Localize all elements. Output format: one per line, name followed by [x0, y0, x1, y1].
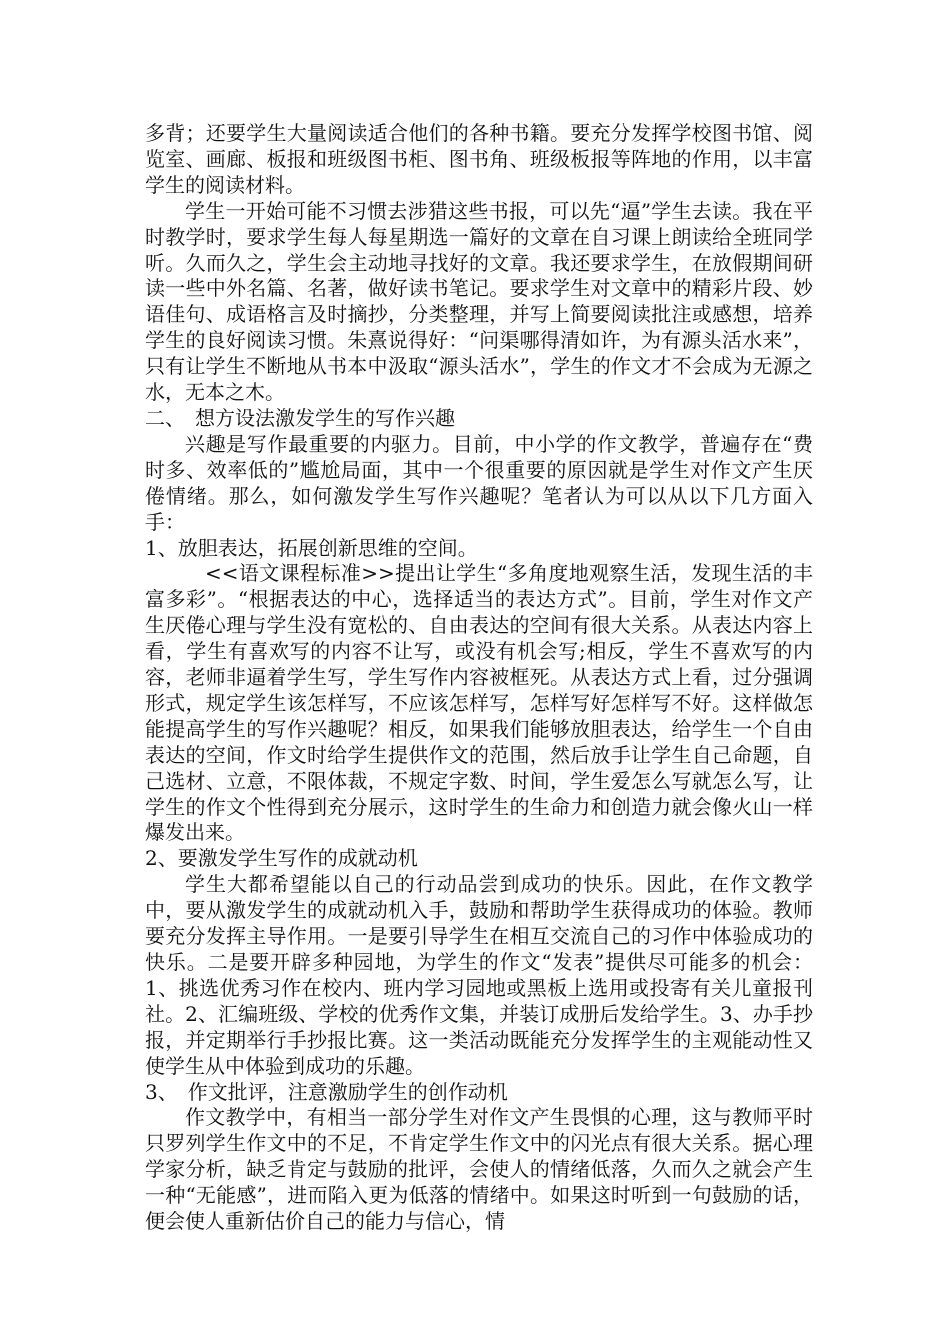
section-heading-2: 二、 想方设法激发学生的写作兴趣	[145, 405, 455, 430]
paragraph-achievement: 学生大都希望能以自己的行动品尝到成功的快乐。因此，在作文教学中，要从激发学生的成就动机入手，鼓励和帮助学生获得成功的体验。教师要充分发挥主导作用。一是要引导学生在相互交流自己的习作中体验成功的快乐。二是要开辟多种园地，为学生的作文“发表”提供尽可能多的机会：1、挑选优秀习作在校内、班内学习园地或黑板上选用或投寄有关儿童报刊社。2、汇编班级、学校的优秀作文集，并装订成册后发给学生。3、办手抄报，并定期举行手抄报比赛。这一类活动既能充分发挥学生的主观能动性又使学生从中体验到成功的乐趣。	[145, 872, 813, 1078]
paragraph-criticism: 作文教学中，有相当一部分学生对作文产生畏惧的心理，这与教师平时只罗列学生作文中的不足，不肯定学生作文中的闪光点有很大关系。据心理学家分析，缺乏肯定与鼓励的批评，会使人的情绪低落，久而久之就会产生一种“无能感”，进而陷入更为低落的情绪中。如果这时听到一句鼓励的话，便会使人重新估价自己的能力与信心，情	[145, 1105, 813, 1234]
paragraph-reading-habits: 学生一开始可能不习惯去涉猎这些书报，可以先“逼”学生去读。我在平时教学时，要求学生每人每星期选一篇好的文章在自习课上朗读给全班同学听。久而久之，学生会主动地寻找好的文章。我还要求学生，在放假期间研读一些中外名篇、名著，做好读书笔记。要求学生对文章中的精彩片段、妙语佳句、成语格言及时摘抄，分类整理，并写上简要阅读批注或感想，培养学生的良好阅读习惯。朱熹说得好：“问渠哪得清如许，为有源头活水来”，只有让学生不断地从书本中汲取“源头活水”，学生的作文才不会成为无源之水，无本之木。	[145, 198, 813, 405]
subheading-1: 1、放胆表达，拓展创新思维的空间。	[145, 535, 478, 560]
paragraph-reading-materials: 多背；还要学生大量阅读适合他们的各种书籍。要充分发挥学校图书馆、阅览室、画廊、板报和班级图书柜、图书角、班级板报等阵地的作用，以丰富学生的阅读材料。	[145, 121, 813, 197]
subheading-2: 2、要激发学生写作的成就动机	[145, 846, 418, 871]
paragraph-interest: 兴趣是写作最重要的内驱力。目前，中小学的作文教学，普遍存在“费时多、效率低的”尴尬局面，其中一个很重要的原因就是学生对作文产生厌倦情绪。那么，如何激发学生写作兴趣呢？笔者认为可以从以下几方面入手：	[145, 431, 813, 534]
paragraph-free-expression: <<语文课程标准>>提出让学生“多角度地观察生活，发现生活的丰富多彩”。“根据表达的中心，选择适当的表达方式”。目前，学生对作文产生厌倦心理与学生没有宽松的、自由表达的空间有很大关系。从表达内容上看，学生有喜欢写的内容不让写，或没有机会写;相反，学生不喜欢写的内容，老师非逼着学生写，学生写作内容被框死。从表达方式上看，过分强调形式，规定学生该怎样写，不应该怎样写，怎样写好怎样写不好。这样做怎能提高学生的写作兴趣呢？相反，如果我们能够放胆表达，给学生一个自由表达的空间，作文时给学生提供作文的范围，然后放手让学生自己命题，自己选材、立意，不限体裁，不规定字数、时间，学生爱怎么写就怎么写，让学生的作文个性得到充分展示，这时学生的生命力和创造力就会像火山一样爆发出来。	[145, 561, 813, 845]
subheading-3: 3、 作文批评，注意激励学生的创作动机	[145, 1079, 508, 1104]
document-body	[145, 121, 813, 1235]
